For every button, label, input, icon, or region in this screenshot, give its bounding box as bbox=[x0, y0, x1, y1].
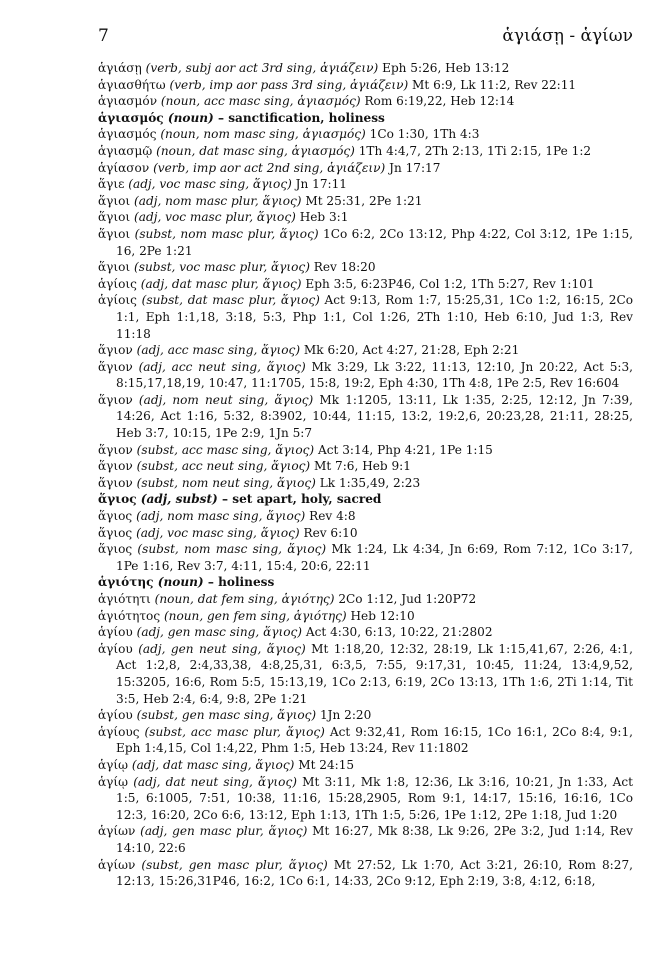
entry-references: Mk 3:29, Lk 3:22, 11:13, 12:10, Jn 20:22, Act 5:3, 8:15,17,18,19, 10:47, 11:1705, 15:8, 19:2, Eph 4:30, 1Th 4:8, 1Pe 2:5, Rev 16:604 bbox=[116, 359, 633, 391]
entry-parsing: (noun) bbox=[167, 110, 214, 125]
entry-parsing: (adj, subst) bbox=[140, 492, 218, 507]
entry-parsing: (adj, dat neut sing, ἅγιος) bbox=[133, 774, 297, 789]
entry-references: Mt 27:52, Lk 1:70, Act 3:21, 26:10, Rom 8:27, 12:13, 15:26,31P46, 16:2, 1Co 6:1, 14:33, 2Co 9:12, Eph 2:19, 3:8, 4:12, 6:18, bbox=[116, 857, 633, 889]
entry-references: Eph 5:26, Heb 13:12 bbox=[382, 61, 510, 75]
entry-headword: ἁγιασμόν bbox=[98, 94, 158, 109]
entry-headword: ἅγιος bbox=[98, 492, 137, 507]
lexicon-entry bbox=[98, 724, 633, 757]
entry-parsing: (adj, gen masc sing, ἅγιος) bbox=[136, 625, 302, 640]
entry-parsing: (adj, voc masc sing, ἅγιος) bbox=[136, 525, 300, 540]
entry-gloss: – set apart, holy, sacred bbox=[222, 492, 382, 507]
entry-parsing: (subst, gen masc plur, ἅγιος) bbox=[141, 857, 328, 872]
lexicon-entry bbox=[98, 276, 633, 293]
entry-references: Jn 17:11 bbox=[295, 177, 348, 192]
entry-headword: ἁγίους bbox=[98, 724, 140, 739]
lexicon-entry bbox=[98, 624, 633, 641]
entry-headword: ἁγιότητος bbox=[98, 608, 161, 623]
entry-parsing: (subst, voc masc plur, ἅγιος) bbox=[134, 260, 310, 275]
entry-parsing: (adj, acc masc sing, ἅγιος) bbox=[136, 343, 301, 358]
lexicon-entry bbox=[98, 707, 633, 724]
entry-references: Mt 6:9, Lk 11:2, Rev 22:11 bbox=[412, 77, 577, 92]
lexicon-entry bbox=[98, 774, 633, 824]
entry-parsing: (adj, gen masc plur, ἅγιος) bbox=[140, 824, 308, 839]
entry-headword: ἁγίοις bbox=[98, 293, 137, 308]
entry-parsing: (verb, imp aor act 2nd sing, ἁγιάζειν) bbox=[153, 160, 386, 175]
entry-references: Mt 24:15 bbox=[298, 757, 355, 772]
entry-references: Mt 7:6, Heb 9:1 bbox=[313, 459, 411, 474]
entry-headword: ἅγιος bbox=[98, 509, 133, 524]
entry-headword: ἁγίου bbox=[98, 641, 133, 656]
entry-headword: ἅγιον bbox=[98, 442, 133, 457]
entry-headword: ἁγίου bbox=[98, 708, 133, 723]
entry-parsing: (adj, voc masc plur, ἅγιος) bbox=[134, 210, 296, 225]
entry-references: Act 9:32,41, Rom 16:15, 1Co 16:1, 2Co 8:4, 9:1, Eph 1:4,15, Col 1:4,22, Phm 1:5, Heb 13:24, Rev 11:1802 bbox=[116, 724, 633, 756]
entry-headword: ἁγιασμός bbox=[98, 110, 164, 125]
entry-gloss: – holiness bbox=[207, 575, 275, 590]
entry-parsing: (adj, nom neut sing, ἅγιος) bbox=[138, 392, 314, 407]
entry-parsing: (subst, acc neut sing, ἅγιος) bbox=[136, 459, 311, 474]
lemma-heading bbox=[98, 491, 633, 508]
entry-headword: ἁγίου bbox=[98, 625, 133, 640]
lexicon-entry bbox=[98, 292, 633, 342]
lexicon-entry bbox=[98, 857, 633, 890]
lexicon-entry bbox=[98, 226, 633, 259]
lexicon-entry bbox=[98, 591, 633, 608]
entry-headword: ἁγιασθήτω bbox=[98, 77, 166, 92]
entry-references: Rev 18:20 bbox=[313, 260, 376, 275]
entry-parsing: (adj, dat masc sing, ἅγιος) bbox=[131, 757, 295, 772]
lexicon-entry bbox=[98, 60, 633, 77]
lexicon-entry bbox=[98, 126, 633, 143]
entry-headword: ἅγιοι bbox=[98, 260, 131, 275]
entry-headword: ἁγιάσῃ bbox=[98, 61, 142, 75]
lemma-heading bbox=[98, 574, 633, 591]
entry-headword: ἅγιον bbox=[98, 343, 133, 358]
lexicon-entry bbox=[98, 508, 633, 525]
entry-references: Mk 6:20, Act 4:27, 21:28, Eph 2:21 bbox=[303, 343, 520, 358]
entry-parsing: (subst, gen masc sing, ἅγιος) bbox=[136, 708, 317, 723]
lexicon-entry bbox=[98, 757, 633, 774]
lexicon-entry bbox=[98, 160, 633, 177]
lexicon-entry bbox=[98, 475, 633, 492]
lexicon-entry bbox=[98, 608, 633, 625]
entry-references: Lk 1:35,49, 2:23 bbox=[319, 475, 421, 490]
lexicon-entry bbox=[98, 93, 633, 110]
entry-references: Jn 17:17 bbox=[389, 160, 441, 175]
entry-headword: ἅγιος bbox=[98, 542, 133, 557]
lexicon-entry bbox=[98, 77, 633, 94]
entry-references: Mt 25:31, 2Pe 1:21 bbox=[305, 193, 423, 208]
entry-headword: ἁγιασμῷ bbox=[98, 143, 153, 158]
entry-headword: ἁγίῳ bbox=[98, 774, 128, 789]
entry-references: 1Co 6:2, 2Co 13:12, Php 4:22, Col 3:12, 1Pe 1:15, 16, 2Pe 1:21 bbox=[116, 226, 633, 258]
entry-references: 1Th 4:4,7, 2Th 2:13, 1Ti 2:15, 1Pe 1:2 bbox=[358, 143, 592, 158]
entry-headword: ἅγιος bbox=[98, 525, 133, 540]
entry-headword: ἁγίων bbox=[98, 824, 136, 839]
entry-headword: ἅγιοι bbox=[98, 210, 131, 225]
lexicon-entry bbox=[98, 176, 633, 193]
entry-parsing: (noun) bbox=[157, 575, 204, 590]
entry-parsing: (adj, gen neut sing, ἅγιος) bbox=[138, 641, 306, 656]
entry-parsing: (subst, nom masc plur, ἅγιος) bbox=[134, 226, 319, 241]
entry-parsing: (adj, nom masc sing, ἅγιος) bbox=[136, 509, 306, 524]
lexicon-entry bbox=[98, 525, 633, 542]
entry-references: Rev 4:8 bbox=[309, 509, 356, 524]
lexicon-entry bbox=[98, 143, 633, 160]
entry-references: Mt 16:27, Mk 8:38, Lk 9:26, 2Pe 3:2, Jud 1:14, Rev 14:10, 22:6 bbox=[116, 824, 633, 855]
entry-references: Rev 6:10 bbox=[303, 525, 358, 540]
entry-headword: ἅγιον bbox=[98, 459, 133, 474]
entry-parsing: (adj, dat masc plur, ἅγιος) bbox=[140, 276, 302, 291]
lexicon-entry bbox=[98, 193, 633, 210]
entry-references: Act 9:13, Rom 1:7, 15:25,31, 1Co 1:2, 16:15, 2Co 1:1, Eph 1:1,18, 3:18, 5:3, Php 1:1, Col 1:26, 2Th 1:10, Heb 6:10, Jud 1:3, Rev 11:18 bbox=[116, 293, 633, 341]
entry-parsing: (adj, nom masc plur, ἅγιος) bbox=[134, 193, 302, 208]
page-number: 7 bbox=[98, 26, 109, 46]
lexicon-entry bbox=[98, 392, 633, 442]
lexicon-entry bbox=[98, 209, 633, 226]
entry-parsing: (verb, imp aor pass 3rd sing, ἁγιάζειν) bbox=[169, 77, 409, 92]
entry-headword: ἁγιασμός bbox=[98, 127, 157, 142]
entry-references: 2Co 1:12, Jud 1:20P72 bbox=[338, 592, 477, 606]
entry-parsing: (subst, acc masc plur, ἅγιος) bbox=[144, 724, 325, 739]
lexicon-entry bbox=[98, 458, 633, 475]
entry-references: 1Co 1:30, 1Th 4:3 bbox=[369, 127, 480, 142]
entry-parsing: (subst, acc masc sing, ἅγιος) bbox=[136, 442, 315, 457]
entry-references: Act 4:30, 6:13, 10:22, 21:2802 bbox=[305, 625, 493, 640]
entry-headword: ἁγίοις bbox=[98, 276, 137, 291]
lexicon-entry bbox=[98, 259, 633, 276]
lexicon-entry bbox=[98, 359, 633, 392]
lexicon-entry bbox=[98, 442, 633, 459]
lexicon-entry bbox=[98, 541, 633, 574]
entry-headword: ἅγιε bbox=[98, 177, 125, 192]
lemma-heading bbox=[98, 110, 633, 127]
entry-references: 1Jn 2:20 bbox=[319, 708, 372, 723]
entry-headword: ἅγιον bbox=[98, 392, 133, 407]
entry-parsing: (verb, subj aor act 3rd sing, ἁγιάζειν) bbox=[145, 61, 379, 75]
entry-parsing: (subst, nom masc sing, ἅγιος) bbox=[137, 542, 327, 557]
entry-parsing: (adj, voc masc sing, ἅγιος) bbox=[128, 177, 292, 192]
entry-references: Heb 3:1 bbox=[299, 210, 349, 225]
entry-headword: ἁγίῳ bbox=[98, 757, 128, 772]
entry-headword: ἁγίασον bbox=[98, 160, 150, 175]
entry-headword: ἁγιότης bbox=[98, 575, 154, 590]
lexicon-entry bbox=[98, 641, 633, 707]
entry-references: Eph 3:5, 6:23P46, Col 1:2, 1Th 5:27, Rev 1:101 bbox=[305, 276, 595, 291]
lexicon-entry bbox=[98, 823, 633, 856]
entry-headword: ἁγίων bbox=[98, 857, 136, 872]
entry-parsing: (adj, acc neut sing, ἅγιος) bbox=[138, 359, 306, 374]
lexicon-entry bbox=[98, 342, 633, 359]
entry-parsing: (noun, acc masc sing, ἁγιασμός) bbox=[160, 94, 361, 109]
entry-headword: ἅγιοι bbox=[98, 226, 131, 241]
page-header bbox=[98, 26, 633, 50]
entry-references: Act 3:14, Php 4:21, 1Pe 1:15 bbox=[318, 442, 493, 457]
entry-parsing: (noun, nom masc sing, ἁγιασμός) bbox=[160, 127, 366, 142]
entry-headword: ἅγιοι bbox=[98, 193, 131, 208]
entry-parsing: (noun, gen fem sing, ἁγιότης) bbox=[163, 608, 347, 623]
entry-references: Rom 6:19,22, Heb 12:14 bbox=[364, 94, 515, 109]
entry-references: Mt 1:18,20, 12:32, 28:19, Lk 1:15,41,67, 2:26, 4:1, Act 1:2,8, 2:4,33,38, 4:8,25,31, 6:3,5, 7:55, 9:17,31, 10:45, 11:24, 13:4,9,52, 15:3205, 16:6, Rom 5:5, 15:13,19, 1Co 2:13, 6:19, 2Co 13:13, 1Th 1:6, 2Ti 1:14, Tit 3:5, Heb 2:4, 6:4, 9:8, 2Pe 1:21 bbox=[116, 641, 633, 706]
entry-headword: ἅγιον bbox=[98, 475, 133, 490]
entry-references: Mk 1:1205, 13:11, Lk 1:35, 2:25, 12:12, Jn 7:39, 14:26, Act 1:16, 5:32, 8:3902, 10:44, 11:15, 13:2, 19:2,6, 20:23,28, 21:11, 28:25, Heb 3:7, 10:15, 1Pe 2:9, 1Jn 5:7 bbox=[116, 392, 633, 441]
entry-gloss: – sanctification, holiness bbox=[217, 110, 385, 125]
running-head: ἁγιάσῃ - ἁγίων bbox=[502, 26, 633, 46]
entry-references: Mt 3:11, Mk 1:8, 12:36, Lk 3:16, 10:21, Jn 1:33, Act 1:5, 6:1005, 7:51, 10:38, 11:16, 15:28,2905, Rom 9:1, 14:17, 15:16, 16:16, 1Co 12:3, 16:20, 2Co 6:6, 13:12, Eph 1:13, 1Th 1:5, 5:26, 1Pe 1:12, 2Pe 1:18, Jud 1:20 bbox=[116, 774, 633, 822]
entry-parsing: (noun, dat masc sing, ἁγιασμός) bbox=[156, 143, 355, 158]
entry-headword: ἅγιον bbox=[98, 359, 133, 374]
entry-headword: ἁγιότητι bbox=[98, 592, 151, 606]
entry-references: Mk 1:24, Lk 4:34, Jn 6:69, Rom 7:12, 1Co 3:17, 1Pe 1:16, Rev 3:7, 4:11, 15:4, 20:6, 22:11 bbox=[116, 542, 633, 573]
entry-parsing: (subst, dat masc plur, ἅγιος) bbox=[141, 293, 320, 308]
entry-parsing: (subst, nom neut sing, ἅγιος) bbox=[136, 475, 316, 490]
lexicon-entries bbox=[98, 60, 633, 890]
entry-parsing: (noun, dat fem sing, ἁγιότης) bbox=[154, 592, 335, 606]
entry-references: Heb 12:10 bbox=[350, 608, 415, 623]
